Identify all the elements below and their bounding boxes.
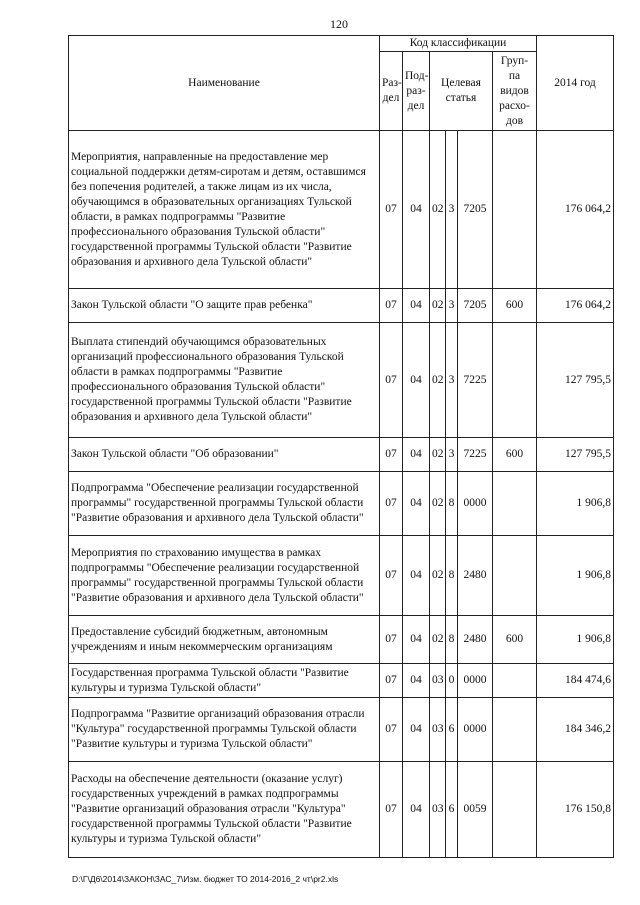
row-direction: 7225 — [458, 323, 493, 438]
page-number: 120 — [330, 17, 348, 31]
row-section: 07 — [380, 762, 403, 858]
row-expense-group — [493, 323, 537, 438]
row-section: 07 — [380, 698, 403, 762]
table-row — [69, 664, 614, 698]
row-subsection: 04 — [403, 698, 430, 762]
row-subsection: 04 — [403, 664, 430, 698]
row-expense-group — [493, 472, 537, 536]
row-name: Предоставление субсидий бюджетным, автономным учреждениям и иным некоммерческим организациям — [69, 616, 380, 664]
row-subprogram: 3 — [446, 131, 458, 289]
row-subsection: 04 — [403, 536, 430, 616]
row-name: Подпрограмма "Обеспечение реализации государственной программы" государственной программы Тульской области "Развитие образования и архивного дела Тульской области" — [69, 472, 380, 536]
row-amount: 176 064,2 — [537, 131, 614, 289]
row-subprogram: 3 — [446, 323, 458, 438]
row-direction: 7205 — [458, 289, 493, 323]
row-expense-group — [493, 664, 537, 698]
row-subprogram: 6 — [446, 698, 458, 762]
budget-table — [68, 35, 614, 858]
row-name: Выплата стипендий обучающимся образовательных организаций профессионального образования Тульской области в рамках подпрограммы "Развитие профессионального образования Тульской области" государственной программы Тульской области "Развитие образования и архивного дела Тульской области" — [69, 323, 380, 438]
table-row — [69, 323, 614, 438]
row-section: 07 — [380, 289, 403, 323]
row-direction: 0000 — [458, 698, 493, 762]
row-program: 02 — [430, 536, 446, 616]
row-name: Мероприятия по страхованию имущества в рамках подпрограммы "Обеспечение реализации государственной программы" государственной программы Тульской области "Развитие образования и архивного дела Тульской области" — [69, 536, 380, 616]
row-amount: 127 795,5 — [537, 323, 614, 438]
row-direction: 0000 — [458, 664, 493, 698]
row-section: 07 — [380, 323, 403, 438]
header-classification: Код классификации — [380, 36, 537, 52]
row-subsection: 04 — [403, 323, 430, 438]
header-subsection: Под- раз- дел — [403, 52, 430, 131]
table-row — [69, 616, 614, 664]
row-amount: 1 906,8 — [537, 616, 614, 664]
row-section: 07 — [380, 472, 403, 536]
row-program: 03 — [430, 698, 446, 762]
file-path-footer: D:\Г\Д6\2014\ЗАКОН\ЗАС_7\Изм. бюджет ТО 2014-2016_2 чт\pr2.xls — [72, 874, 339, 884]
row-program: 02 — [430, 131, 446, 289]
row-subprogram: 6 — [446, 762, 458, 858]
row-section: 07 — [380, 616, 403, 664]
row-amount: 184 474,6 — [537, 664, 614, 698]
row-name: Закон Тульской области "О защите прав ребенка" — [69, 289, 380, 323]
header-target-article: Целевая статья — [430, 52, 493, 131]
row-name: Мероприятия, направленные на предоставление мер социальной поддержки детям-сиротам и детям, оставшимся без попечения родителей, а также лицам из их числа, обучающимся в образовательных организациях Тульской области, в рамках подпрограммы "Развитие профессионального образования Тульской области" государственной программы Тульской области "Развитие образования и архивного дела Тульской области" — [69, 131, 380, 289]
table-row — [69, 536, 614, 616]
row-direction: 2480 — [458, 536, 493, 616]
row-direction: 2480 — [458, 616, 493, 664]
row-subprogram: 0 — [446, 664, 458, 698]
row-expense-group: 600 — [493, 616, 537, 664]
table-row — [69, 698, 614, 762]
row-program: 03 — [430, 664, 446, 698]
row-amount: 184 346,2 — [537, 698, 614, 762]
row-amount: 127 795,5 — [537, 438, 614, 472]
row-amount: 1 906,8 — [537, 536, 614, 616]
header-year: 2014 год — [537, 36, 614, 131]
row-program: 02 — [430, 438, 446, 472]
row-amount: 176 150,8 — [537, 762, 614, 858]
row-expense-group — [493, 698, 537, 762]
table-row — [69, 289, 614, 323]
row-subsection: 04 — [403, 438, 430, 472]
table-row — [69, 131, 614, 289]
row-program: 03 — [430, 762, 446, 858]
table-row — [69, 472, 614, 536]
row-subsection: 04 — [403, 616, 430, 664]
row-program: 02 — [430, 616, 446, 664]
row-expense-group: 600 — [493, 438, 537, 472]
row-subprogram: 3 — [446, 289, 458, 323]
row-subsection: 04 — [403, 289, 430, 323]
row-program: 02 — [430, 472, 446, 536]
row-section: 07 — [380, 131, 403, 289]
row-expense-group — [493, 131, 537, 289]
row-section: 07 — [380, 664, 403, 698]
row-program: 02 — [430, 323, 446, 438]
row-amount: 176 064,2 — [537, 289, 614, 323]
row-subprogram: 8 — [446, 536, 458, 616]
row-expense-group — [493, 762, 537, 858]
header-name: Наименование — [69, 36, 380, 131]
row-subsection: 04 — [403, 472, 430, 536]
row-direction: 7225 — [458, 438, 493, 472]
row-direction: 7205 — [458, 131, 493, 289]
row-program: 02 — [430, 289, 446, 323]
row-direction: 0059 — [458, 762, 493, 858]
header-expense-group: Груп- па видов расхо- дов — [493, 52, 537, 131]
row-subprogram: 8 — [446, 472, 458, 536]
row-subprogram: 8 — [446, 616, 458, 664]
row-name: Расходы на обеспечение деятельности (оказание услуг) государственных учреждений в рамках подпрограммы "Развитие организаций образования отрасли "Культура" государственной программы Тульской области "Развитие культуры и туризма Тульской области" — [69, 762, 380, 858]
row-section: 07 — [380, 438, 403, 472]
table-row — [69, 762, 614, 858]
row-subsection: 04 — [403, 762, 430, 858]
row-expense-group: 600 — [493, 289, 537, 323]
row-expense-group — [493, 536, 537, 616]
header-section: Раз- дел — [380, 52, 403, 131]
table-row — [69, 438, 614, 472]
row-subsection: 04 — [403, 131, 430, 289]
row-name: Государственная программа Тульской области "Развитие культуры и туризма Тульской области" — [69, 664, 380, 698]
row-name: Подпрограмма "Развитие организаций образования отрасли "Культура" государственной программы Тульской области "Развитие культуры и туризма Тульской области" — [69, 698, 380, 762]
row-direction: 0000 — [458, 472, 493, 536]
row-section: 07 — [380, 536, 403, 616]
row-amount: 1 906,8 — [537, 472, 614, 536]
row-name: Закон Тульской области "Об образовании" — [69, 438, 380, 472]
row-subprogram: 3 — [446, 438, 458, 472]
